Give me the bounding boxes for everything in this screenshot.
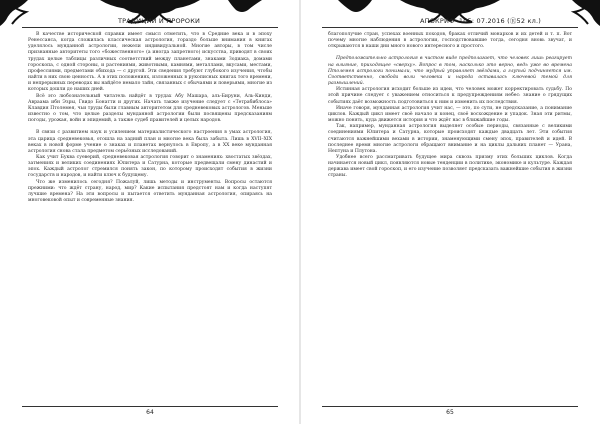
right-footer-rule — [322, 406, 578, 407]
right-body-text — [328, 32, 572, 180]
left-running-header: ТРАДИЦИИ И ПРОРОКИ — [118, 17, 201, 25]
right-paragraph-5: Так, например, мунданная астрология выделяет особые периоды, связанные с великими соединениями Юпитера и Сатурна, которые происходят каждые двадцать лет. Эти события считаются важнейшими вехами в истории, знаменующими смену эпох, правителей и идей. В последнее время многие астрологи обращают внимание и на циклы дальних планет — Урана, Нептуна и Плутона. — [328, 124, 572, 154]
right-paragraph-4: Иначе говоря, мунданная астрология учит нас, — это, по сути, не предсказание, а понимание циклов. Каждый цикл имеет своё начало и конец, своё восхождение и упадок. Зная эти ритмы, можно понять, куда движется история и что ждёт нас в ближайшие годы. — [328, 105, 572, 124]
right-paragraph-3: Истинная астрология исходит больше из идеи, что человек может корректировать судьбу. По этой причине следует с уважением относиться к предупреждениям небес: знание о грядущих событиях даёт возможность подготовиться к ним и изменить их последствия. — [328, 87, 572, 105]
left-paragraph-3: В связи с развитием наук и усилением материалистического настроения в умах астрология, эта царица средневековья, отошла на задний план и многие века была забыта. Лишь в XVII–XIX веках в новой форме учение о знаках и планетах вернулось в Европу, а в XX веке мунданная астрология снова стала предметом серьёзных исследований. — [28, 130, 272, 154]
left-page-number: 64 — [146, 409, 154, 416]
right-header-rule — [322, 27, 578, 28]
left-paragraph-5: Что же изменилось сегодня? Пожалуй, лишь методы и инструменты. Вопросы остаются прежними: что ждёт страну, народ, мир? Какие испытания предстоят нам и когда наступят лучшие времена? На эти вопросы и пытается ответить мунданная астрология, опираясь на многовековой опыт и современные знания. — [28, 179, 272, 204]
right-paragraph-6: Удобнее всего рассматривать будущее мира сквозь призму этих больших циклов. Когда начинается новый цикл, появляются новые тенденции в политике, экономике и культуре. Каждая держава имеет свой гороскоп, и его изучение позволяет предсказать важнейшие события в жизни страны. — [328, 154, 572, 179]
left-footer-rule — [22, 406, 278, 407]
left-paragraph-4: Как учит Буква суеверий, средневековая астрология говорит о знамениях: хвостатых звёздах, затмениях и великих соединениях Юпитера и Сатурна, которые предвещали смену династий и эпох. Каждый астролог стремился понять закон, по которому происходят события в жизни государств и народов, и найти ключ к будущему. — [28, 154, 272, 179]
left-paragraph-1: В качестве исторической справки имеет смысл отметить, что в Средние века и в эпоху Ренессанса, когда сложилась классическая астрология, гораздо больше внимания в книгах уделялось мунданной астрологии, нежели индивидуальной. Многие авторы, в том числе признанные авторитеты того «божественного» (а иногда запретного) искусства, приводят в своих трудах целые таблицы различных соответствий между планетами, знаками Зодиака, домами гороскопа, с одной стороны, и растениями, животными, камнями, металлами, вкусами, местами, профессиями, предметами обихода — с другой. Эти сведения требуют глубокого изучения, чтобы найти в них свою ценность. А в этих положениях, изложенных в рукописных книгах того времени, и непрерывных переводах вы найдёте немало тайн, связанных с обычаями и поверьями, многие из которых дошли до наших дней. — [28, 32, 272, 93]
left-body-text — [28, 32, 272, 204]
right-paragraph-2: Предположительно астрология в чистом виде предполагает, что человек лишь реагирует на влияние, приходящее «сверху». Вопрос в том, насколько это верно, ведь уже во времена Птолемея астрологи понимали, что мудрый управляет звёздами, а глупый подчиняется им. Соответственно, свобода воли человека и народа оставалась ключевой темой для размышлений. — [328, 56, 572, 87]
left-paragraph-2: Всё это любознательный читатель найдёт в трудах Абу Машара, аль-Бируни, Аль-Кинди, Авраама ибн Эзры, Гвидо Бонатти и других. Начать также изучение следует с «Тетрабиблоса» Клавдия Птолемея, чьи труды были главным авторитетом для средневековых астрологов. Меньше известно о том, что целые разделы мунданной астрологии были посвящены предсказаниям погоды, урожая, войн и эпидемий, а также судеб правителей и целых народов. — [28, 93, 272, 124]
right-page — [300, 0, 600, 424]
right-running-header: АПОКРИФ•105: 07.2016 (Ⓡ52 кл.) — [420, 17, 541, 25]
right-page-number: 65 — [446, 409, 454, 416]
left-header-rule — [22, 27, 278, 28]
right-paragraph-1: благополучие стран, успехах военных походов, браках отличий монархов и их детей и т. п. Вот почему многие наблюдения в астрологии, господствовавшие тогда, сегодня вновь звучат, и открываются в наши дни много нового интересного и простого. — [328, 32, 572, 50]
